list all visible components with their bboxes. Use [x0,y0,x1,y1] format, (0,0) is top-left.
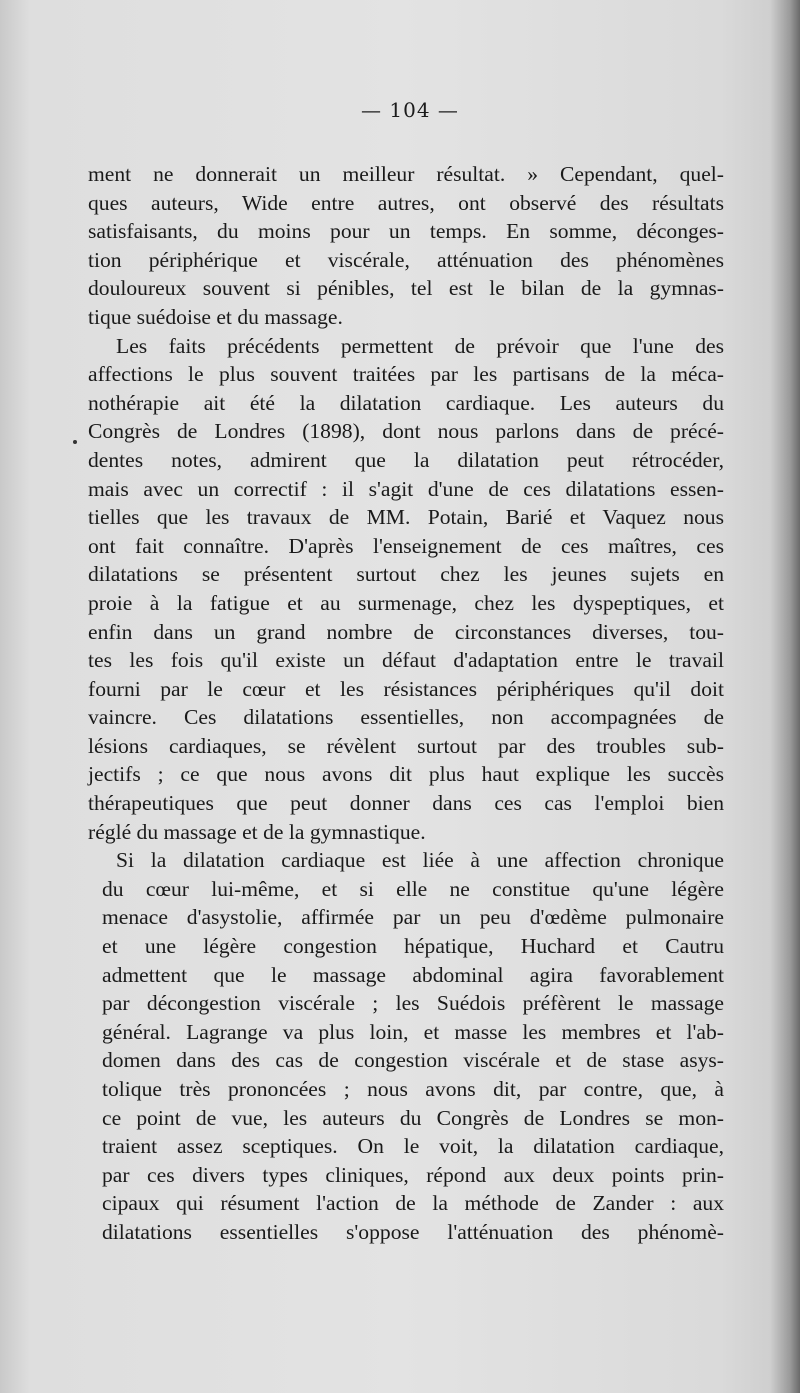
text-line: jectifs ; ce que nous avons dit plus haut explique les succès [88,762,724,787]
text-line: vaincre. Ces dilatations essentielles, non accompagnées de [88,705,724,730]
text-line: tolique très prononcées ; nous avons dit, par contre, que, à [102,1077,724,1101]
text-line: Congrès de Londres (1898), dont nous parlons dans de précé- [88,419,724,444]
text-line: fourni par le cœur et les résistances périphériques qu'il doit [88,676,724,701]
scan-speck [73,440,77,444]
text-line: domen dans des cas de congestion viscérale et de stase asys- [102,1048,724,1073]
text-line: nothérapie ait été la dilatation cardiaque. Les auteurs du [88,390,724,415]
text-line: thérapeutiques que peut donner dans ces cas l'emploi bien [88,791,724,816]
text-line: tique suédoise et du massage. [88,304,343,329]
text-line: enfin dans un grand nombre de circonstances diverses, tou- [88,619,724,644]
text-line: cipaux qui résument l'action de la méthode de Zander : aux [102,1191,724,1216]
text-line: proie à la fatigue et au surmenage, chez les dyspeptiques, et [88,590,724,615]
text-line: satisfaisants, du moins pour un temps. En somme, déconges- [88,219,724,244]
text-line: ment ne donnerait un meilleur résultat. » Cependant, quel- [88,162,724,186]
text-line: par ces divers types cliniques, répond aux deux points prin- [102,1162,724,1187]
text-line: par décongestion viscérale ; les Suédois préfèrent le massage [102,991,724,1016]
text-line: Si la dilatation cardiaque est liée à une affection chronique [116,848,724,873]
text-line: réglé du massage et de la gymnastique. [88,819,426,844]
text-line: douloureux souvent si pénibles, tel est le bilan de la gymnas- [88,276,724,301]
text-line: menace d'asystolie, affirmée par un peu d'œdème pulmonaire [102,905,724,930]
page-number: — 104 — [361,98,459,122]
text-line: ont fait connaître. D'après l'enseignement de ces maîtres, ces [88,533,724,558]
body-text [88,160,724,1247]
text-line: Les faits précédents permettent de prévoir que l'une des [116,333,724,358]
text-line: dentes notes, admirent que la dilatation peut rétrocéder, [88,447,724,472]
text-line: dilatations se présentent surtout chez les jeunes sujets en [88,562,724,587]
text-line: affections le plus souvent traitées par les partisans de la méca- [88,362,724,387]
text-line: dilatations essentielles s'oppose l'atténuation des phénomè- [102,1219,724,1244]
text-line: mais avec un correctif : il s'agit d'une de ces dilatations essen- [88,476,724,501]
text-line: ques auteurs, Wide entre autres, ont observé des résultats [88,190,724,215]
text-line: tielles que les travaux de MM. Potain, Barié et Vaquez nous [88,505,724,530]
text-line: et une légère congestion hépatique, Huchard et Cautru [102,934,724,959]
text-line: lésions cardiaques, se révèlent surtout par des troubles sub- [88,733,724,758]
text-line: tes les fois qu'il existe un défaut d'adaptation entre le travail [88,648,724,673]
text-line: du cœur lui-même, et si elle ne constitue qu'une légère [102,876,724,901]
text-line: tion périphérique et viscérale, atténuation des phénomènes [88,247,724,272]
text-line: ce point de vue, les auteurs du Congrès de Londres se mon- [102,1105,724,1130]
text-line: traient assez sceptiques. On le voit, la dilatation cardiaque, [102,1134,724,1159]
text-line: admettent que le massage abdominal agira favorablement [102,962,724,987]
text-line: général. Lagrange va plus loin, et masse les membres et l'ab- [102,1019,724,1044]
